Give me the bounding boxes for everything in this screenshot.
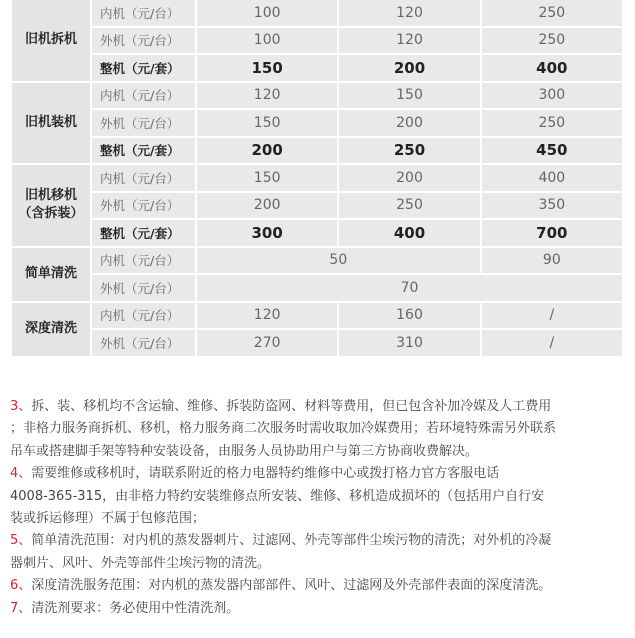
category-label: （含拆装） [18,206,84,222]
note-line [10,486,622,508]
price-cell: 160 [339,303,479,329]
category-label: 深度清洗 [24,321,77,336]
table-row [12,0,622,26]
note-text: 需要维修或移机时，请联系附近的格力电器特约维修中心或拨打格力官方客服电话 [31,466,500,482]
table-row-total [12,55,622,81]
table-row [12,28,622,54]
note-text: 装或拆运修理）不属于包修范围； [10,511,206,527]
price-cell: 250 [339,138,479,164]
row-label: 内机（元/台） [92,248,195,274]
note-number: 7、 [10,600,32,616]
category-label: 旧机装机 [24,114,77,130]
note-number: 3、 [10,399,32,414]
note-number: 6、 [10,578,32,594]
note-line [10,441,622,463]
price-cell: 250 [482,110,622,136]
row-label: 内机（元/台） [92,83,195,109]
price-cell: 50 [197,248,480,274]
price-cell: 700 [482,220,622,246]
price-cell: 90 [482,248,622,274]
price-cell: 450 [482,138,622,164]
note-text: 吊车或搭建脚手架等特种安装设备，由服务人员协助用户与第三方协商收费解决。 [10,443,479,459]
price-cell: 200 [197,193,337,219]
category-cell [12,0,90,81]
price-cell: 310 [339,330,479,356]
price-cell: 200 [339,165,479,191]
table-row [12,248,622,274]
note-line [10,463,622,485]
row-label: 内机（元/台） [92,303,195,329]
note-number: 4、 [10,466,32,482]
price-cell: 120 [197,303,337,329]
note-text: 拆、装、移机均不含运输、维修、拆装防盗网、材料等费用，但已包含补加冷媒及人工费用 [31,399,552,414]
price-cell: 250 [339,193,479,219]
category-cell [12,83,90,164]
price-table [10,0,624,358]
category-label: 旧机拆机 [24,32,77,48]
price-cell: 250 [482,28,622,54]
note-text: 清洗剂要求：务必使用中性清洗剂。 [31,600,240,616]
price-cell: 150 [197,110,337,136]
price-cell: 200 [339,55,479,81]
row-label: 外机（元/台） [92,28,195,54]
note-line [10,508,622,530]
price-cell: 70 [197,275,622,301]
row-label: 内机（元/台） [92,0,195,26]
row-label: 整机（元/套） [92,55,195,81]
price-cell: 250 [482,0,622,26]
price-cell: 150 [339,83,479,109]
price-cell: 100 [197,28,337,54]
price-cell: 300 [197,220,337,246]
price-cell: 100 [197,0,337,26]
note-number: 5、 [10,533,32,549]
table-row [12,110,622,136]
note-line [10,553,622,575]
price-cell: 300 [482,83,622,109]
price-cell: 120 [197,83,337,109]
notes-section [10,396,622,620]
price-cell: 350 [482,193,622,219]
row-label: 内机（元/台） [92,165,195,191]
table-row [12,330,622,356]
price-cell: 200 [197,138,337,164]
note-text: 简单清洗范围：对内机的蒸发器刺片、过滤网、外壳等部件尘埃污物的清洗；对外机的冷凝 [31,533,552,549]
price-cell: 400 [482,55,622,81]
price-cell: / [482,330,622,356]
table-row [12,193,622,219]
price-cell: / [482,303,622,329]
price-cell: 150 [197,55,337,81]
table-row [12,83,622,109]
row-label: 外机（元/台） [92,275,195,301]
table-row [12,165,622,191]
row-label: 外机（元/台） [92,193,195,219]
table-row-total [12,138,622,164]
category-cell [12,165,90,246]
price-cell: 200 [339,110,479,136]
note-line [10,396,622,418]
price-cell: 400 [482,165,622,191]
category-cell [12,303,90,356]
price-cell: 270 [197,330,337,356]
price-cell: 120 [339,28,479,54]
note-line [10,598,622,620]
price-table-body [12,0,622,356]
note-line [10,418,622,440]
note-text: ；非格力服务商拆机、移机，格力服务商二次服务时需收取加冷媒费用；若环境特殊需另外联系 [10,421,557,437]
note-text: 深度清洗服务范围：对内机的蒸发器内部部件、风叶、过滤网及外壳部件表面的深度清洗。 [31,578,552,594]
row-label: 外机（元/台） [92,110,195,136]
category-label: 简单清洗 [24,266,77,281]
note-text: 4008-365-315，由非格力特约安装维修点所安装、维修、移机造成损坏的（包括用户自行安 [10,488,545,504]
category-cell [12,248,90,301]
table-row-total [12,220,622,246]
price-table-container [10,0,624,358]
row-label: 整机（元/套） [92,220,195,246]
category-label: 旧机移机 [24,188,77,204]
price-cell: 150 [197,165,337,191]
note-line [10,575,622,597]
price-cell: 400 [339,220,479,246]
table-row [12,303,622,329]
row-label: 整机（元/套） [92,138,195,164]
note-text: 器刺片、风叶、外壳等部件尘埃污物的清洗。 [10,555,271,571]
note-line [10,530,622,552]
price-cell: 120 [339,0,479,26]
row-label: 外机（元/台） [92,330,195,356]
table-row [12,275,622,301]
